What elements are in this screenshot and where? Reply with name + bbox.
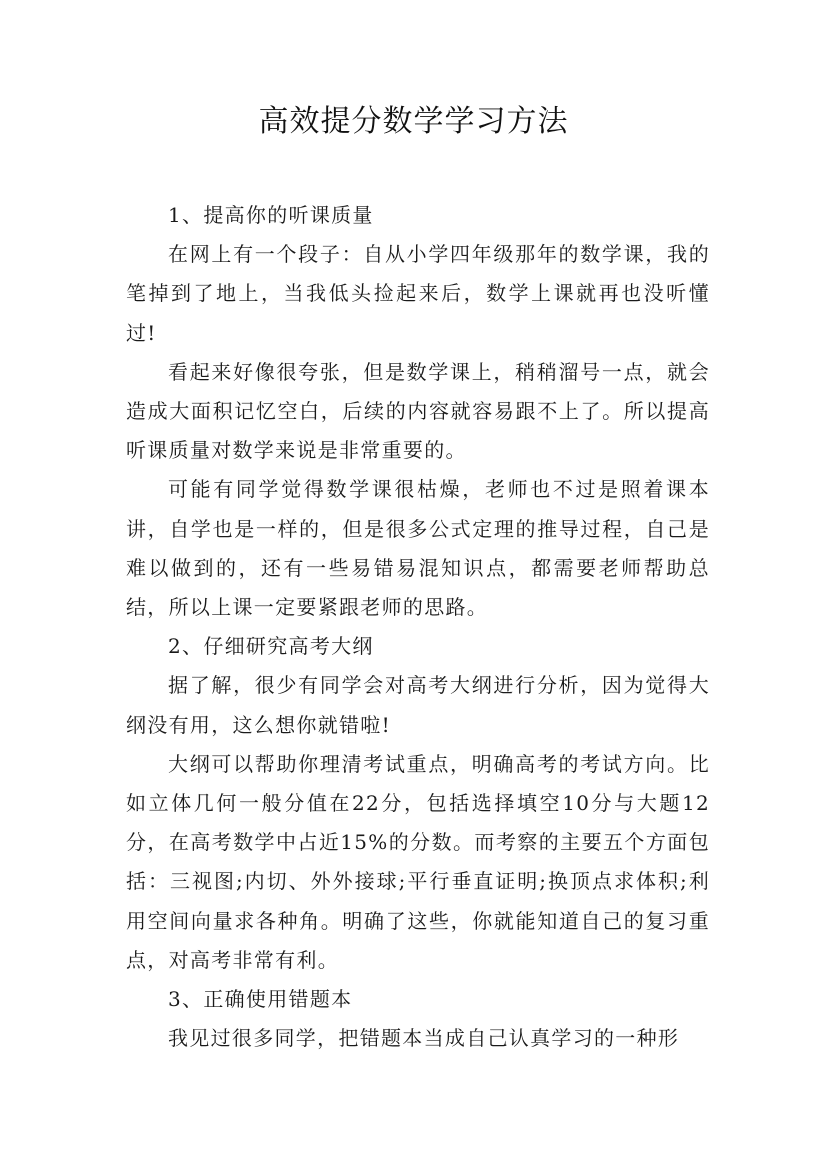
document-title: 高效提分数学学习方法 bbox=[258, 104, 569, 139]
body-paragraph: 可能有同学觉得数学课很枯燥，老师也不过是照着课本讲，自学也是一样的，但是很多公式定理的推导过程，自己是难以做到的，还有一些易错易混知识点，都需要老师帮助总结，所以上课一定要紧跟老师的思路。 bbox=[126, 477, 710, 620]
section-heading-1: 1、提高你的听课质量 bbox=[168, 203, 374, 227]
body-paragraph: 据了解，很少有同学会对高考大纲进行分析，因为觉得大纲没有用，这么想你就错啦! bbox=[126, 673, 710, 737]
body-paragraph: 看起来好像很夸张，但是数学课上，稍稍溜号一点，就会造成大面积记忆空白，后续的内容就容易跟不上了。所以提高听课质量对数学来说是非常重要的。 bbox=[126, 359, 710, 463]
body-paragraph: 我见过很多同学，把错题本当成自己认真学习的一种形 bbox=[168, 1026, 680, 1051]
document-body bbox=[126, 196, 710, 1058]
body-paragraph: 在网上有一个段子：自从小学四年级那年的数学课，我的笔掉到了地上，当我低头捡起来后，数学上课就再也没听懂过! bbox=[126, 242, 710, 345]
section-heading-2: 2、仔细研究高考大纲 bbox=[168, 634, 374, 659]
section-heading-3: 3、正确使用错题本 bbox=[168, 987, 353, 1012]
body-paragraph: 大纲可以帮助你理清考试重点，明确高考的考试方向。比如立体几何一般分值在22分，包括选择填空10分与大题12分，在高考数学中占近15%的分数。而考察的主要五个方面包括：三视图;内切、外外接球;平行垂直证明;换顶点求体积;利用空间向量求各种角。明确了这些，你就能知道自己的复习重点，对高考非常有利。 bbox=[126, 751, 710, 972]
